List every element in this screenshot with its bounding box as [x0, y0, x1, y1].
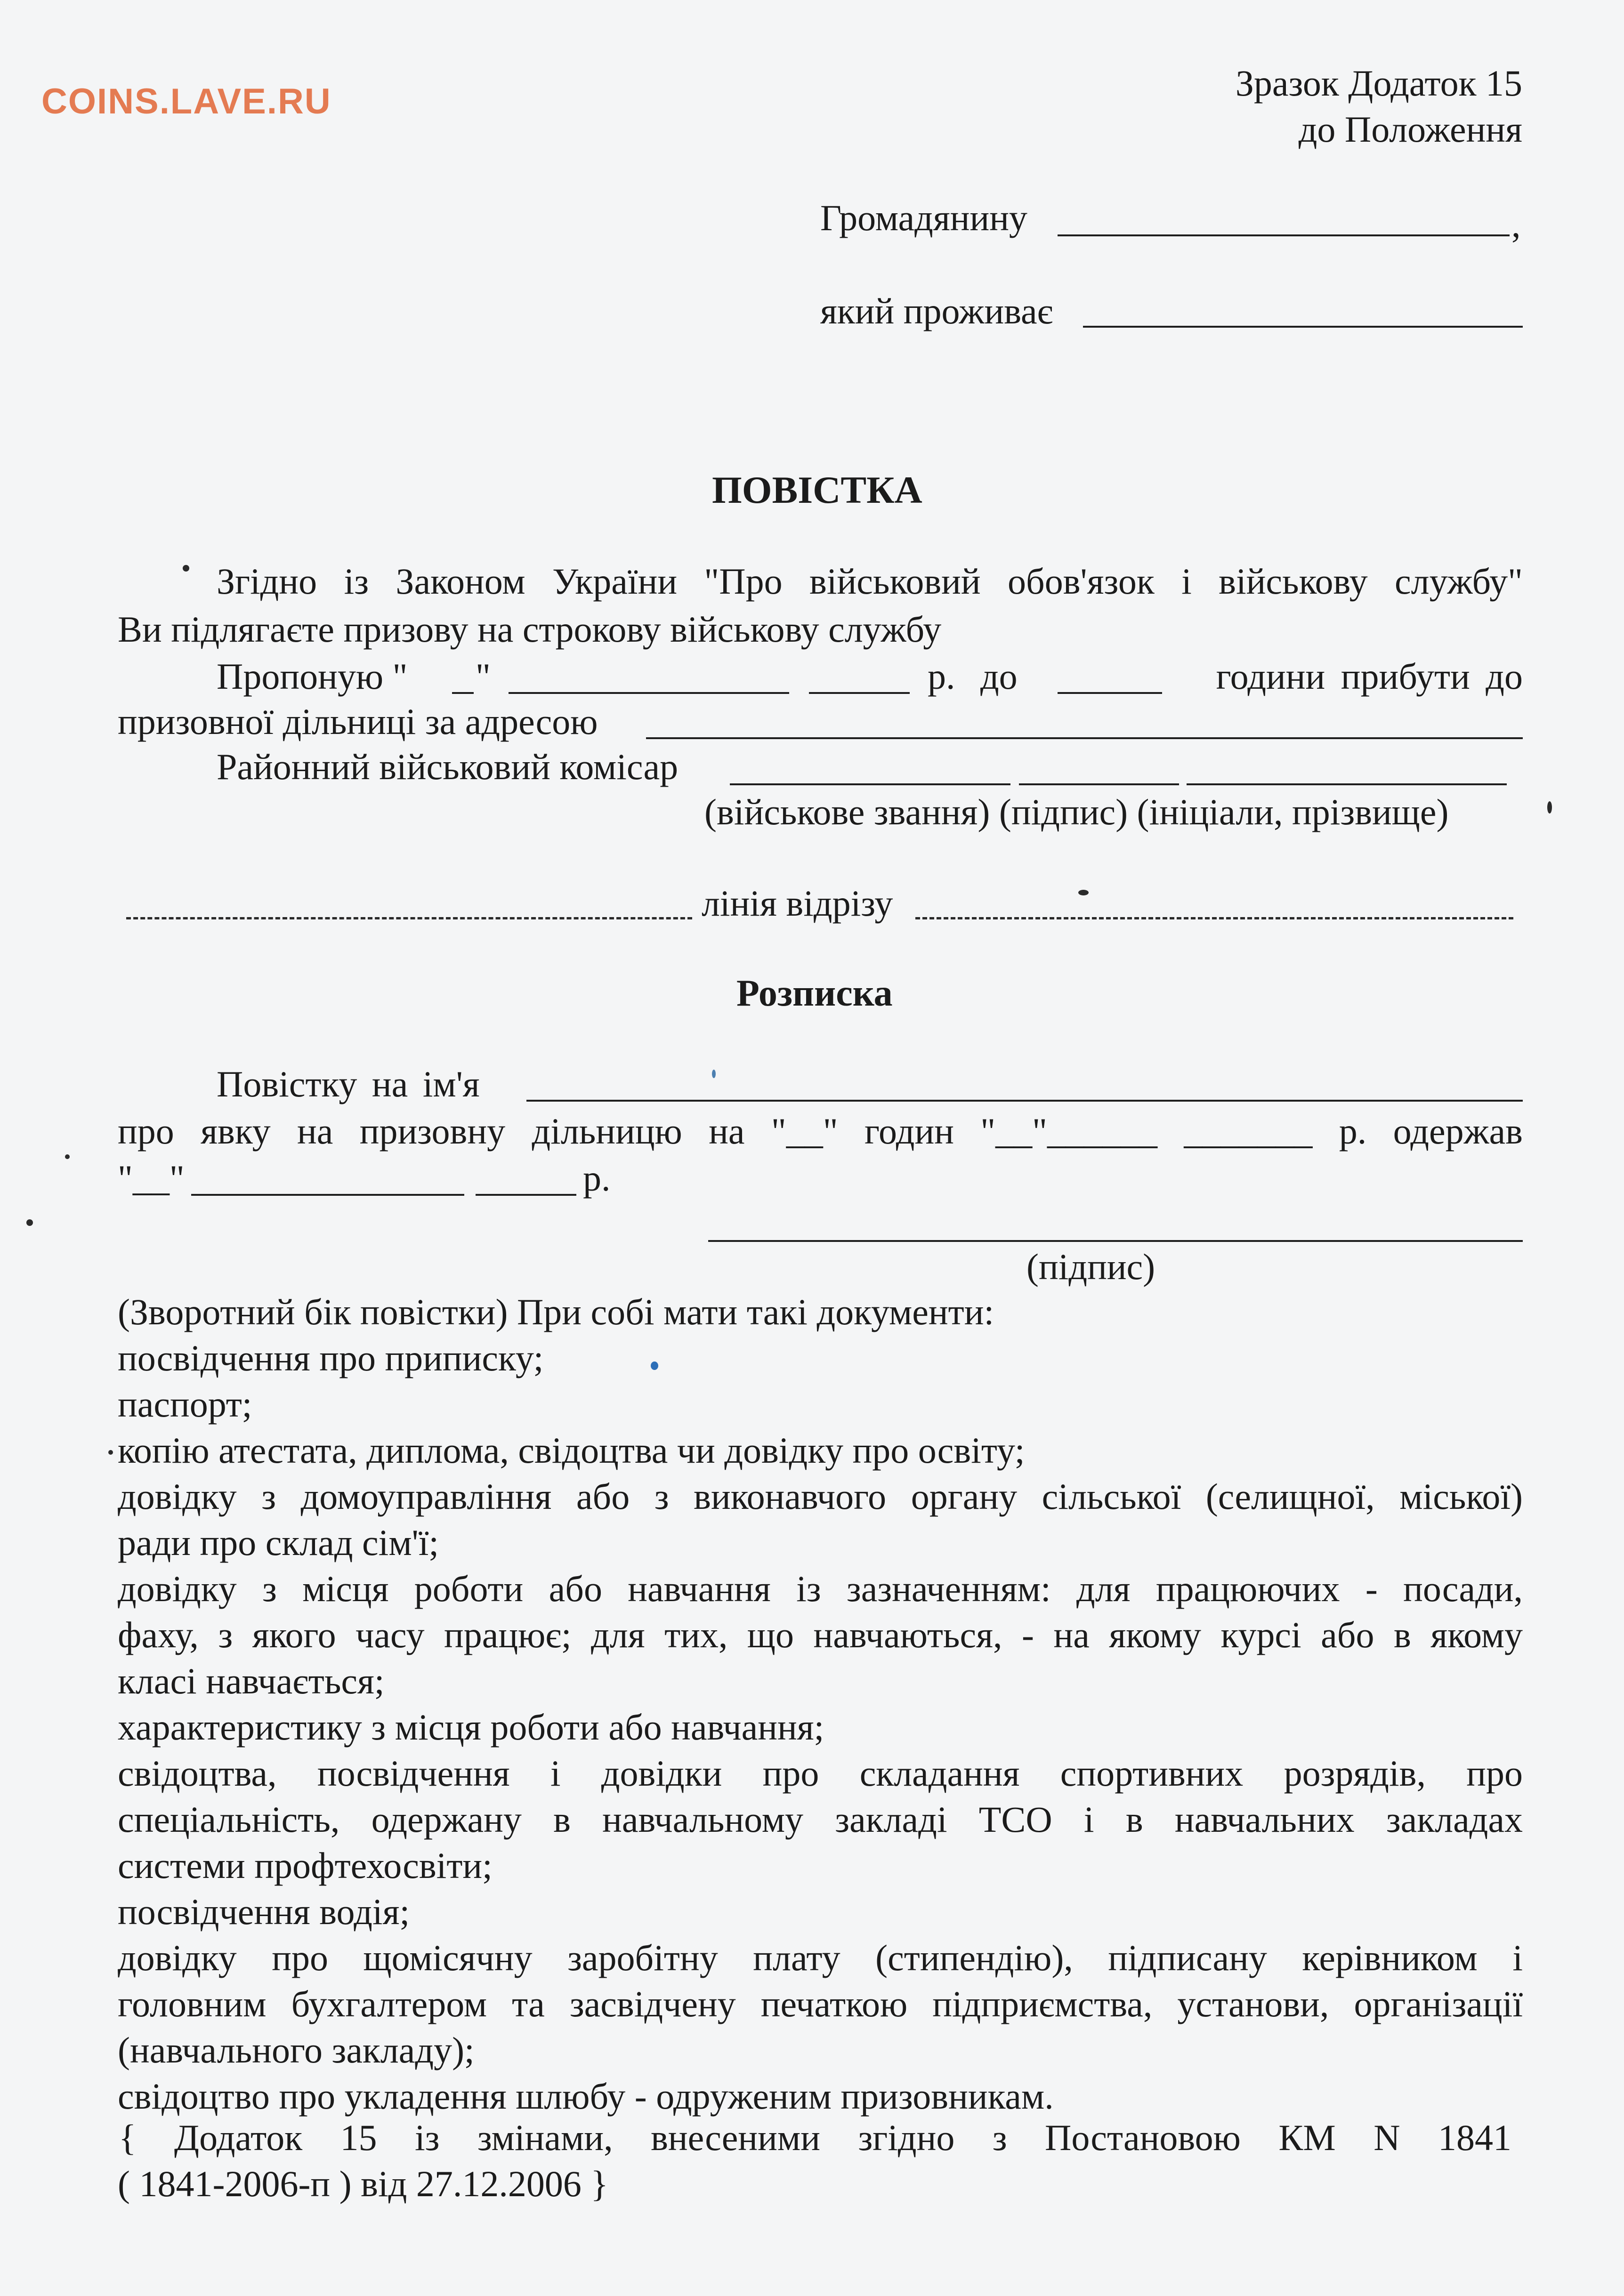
year-blank [809, 692, 910, 694]
doc-line: (навчального закладу); [118, 2030, 475, 2070]
resides-label: який проживає [820, 290, 1053, 331]
cut-line-right [915, 917, 1513, 919]
commissar-label: Районний військовий комісар [217, 746, 679, 787]
doc-line: спеціальність, одержану в навчальному закладі ТСО і в навчальних закладах [118, 1799, 1523, 1840]
receipt-line3-quote: "__" [118, 1158, 185, 1199]
hours-arrive: години прибути до [1216, 656, 1523, 697]
law-line-2: Ви підлягаєте призову на строкову військову службу [118, 609, 942, 650]
scan-speck [65, 1154, 70, 1159]
month-blank [509, 692, 789, 694]
doc-line: системи профтехосвіти; [118, 1845, 493, 1886]
scan-speck [1078, 890, 1089, 895]
cut-line-label: лінія відрізу [702, 883, 893, 924]
station-address-blank [646, 737, 1523, 739]
citizen-label: Громадянину [820, 197, 1027, 238]
hour-blank [1058, 692, 1162, 694]
doc-line: довідку з місця роботи або навчання із зазначенням: для працюючих - посади, [118, 1568, 1523, 1609]
initials-blank [1187, 783, 1507, 785]
scan-speck [712, 1070, 716, 1078]
watermark: COINS.LAVE.RU [41, 81, 331, 121]
doc-line: фаху, з якого часу працює; для тих, що навчаються, - на якому курсі або в якому [118, 1614, 1523, 1655]
receipt-name-label: Повістку на ім'я [217, 1063, 480, 1104]
cut-line-left [126, 917, 692, 919]
header-line-1: Зразок Додаток 15 [1235, 63, 1522, 104]
header-line-2: до Положення [1298, 109, 1522, 150]
doc-line: паспорт; [118, 1384, 252, 1425]
scan-speck [108, 1450, 113, 1455]
doc-line: характеристику з місця роботи або навчання; [118, 1707, 824, 1748]
resides-blank [1083, 326, 1523, 328]
receipt-title: Розписка [736, 973, 893, 1014]
scan-speck [183, 565, 189, 572]
year-abbr: р. [928, 656, 955, 697]
doc-line: свідоцтва, посвідчення і довідки про складання спортивних розрядів, про [118, 1753, 1523, 1794]
propose-label: Пропоную " [217, 656, 408, 697]
signature-blank [1019, 783, 1179, 785]
receipt-name-blank [526, 1100, 1523, 1102]
receipt-line3-year: р. [583, 1158, 611, 1199]
rank-blank [730, 783, 1010, 785]
doc-line: довідку про щомісячну заробітну плату (стипендію), підписану керівником і [118, 1937, 1523, 1978]
doc-line: головним бухгалтером та засвідчену печаткою підприємства, установи, організації [118, 1983, 1523, 2024]
doc-line: копію атестата, диплома, свідоцтва чи довідку про освіту; [118, 1430, 1025, 1471]
amendment-line-1: { Додаток 15 із змінами, внесеними згідно з Постановою КМ N 1841 [119, 2117, 1511, 2158]
station-address-label: призовної дільниці за адресою [118, 701, 598, 742]
doc-line: класі навчається; [118, 1660, 385, 1701]
receipt-signature-caption: (підпис) [1026, 1246, 1155, 1287]
reverse-intro: (Зворотний бік повістки) При собі мати такі документи: [118, 1291, 994, 1332]
law-line-1: Згідно із Законом України "Про військовий обов'язок і військову службу" [217, 561, 1523, 602]
doc-line: ради про склад сім'ї; [118, 1522, 439, 1563]
doc-line: посвідчення водія; [118, 1891, 410, 1932]
citizen-name-blank [1058, 234, 1510, 236]
doc-line: довідку з домоуправління або з виконавчого органу сільської (селищної, міської) [118, 1476, 1523, 1517]
scan-speck [651, 1361, 658, 1370]
doc-line: посвідчення про приписку; [118, 1337, 544, 1378]
propose-quote: " [476, 656, 491, 697]
until-word: до [980, 656, 1018, 697]
day-blank [452, 692, 474, 694]
doc-line: свідоцтво про укладення шлюбу - одруженим призовникам. [118, 2076, 1054, 2117]
scan-speck [1547, 801, 1552, 814]
receipt-year-blank [476, 1194, 576, 1196]
receipt-line-2: про явку на призовну дільницю на "__" годин "__"______ _______ р. одержав [118, 1111, 1523, 1152]
summons-title: ПОВІСТКА [712, 468, 922, 511]
citizen-comma: , [1511, 204, 1521, 245]
receipt-month-blank [191, 1194, 464, 1196]
receipt-signature-blank [708, 1240, 1523, 1242]
commissar-captions: (військове звання) (підпис) (ініціали, прізвище) [704, 791, 1449, 832]
amendment-line-2: ( 1841-2006-п ) від 27.12.2006 } [118, 2163, 608, 2204]
scan-speck [26, 1219, 33, 1226]
